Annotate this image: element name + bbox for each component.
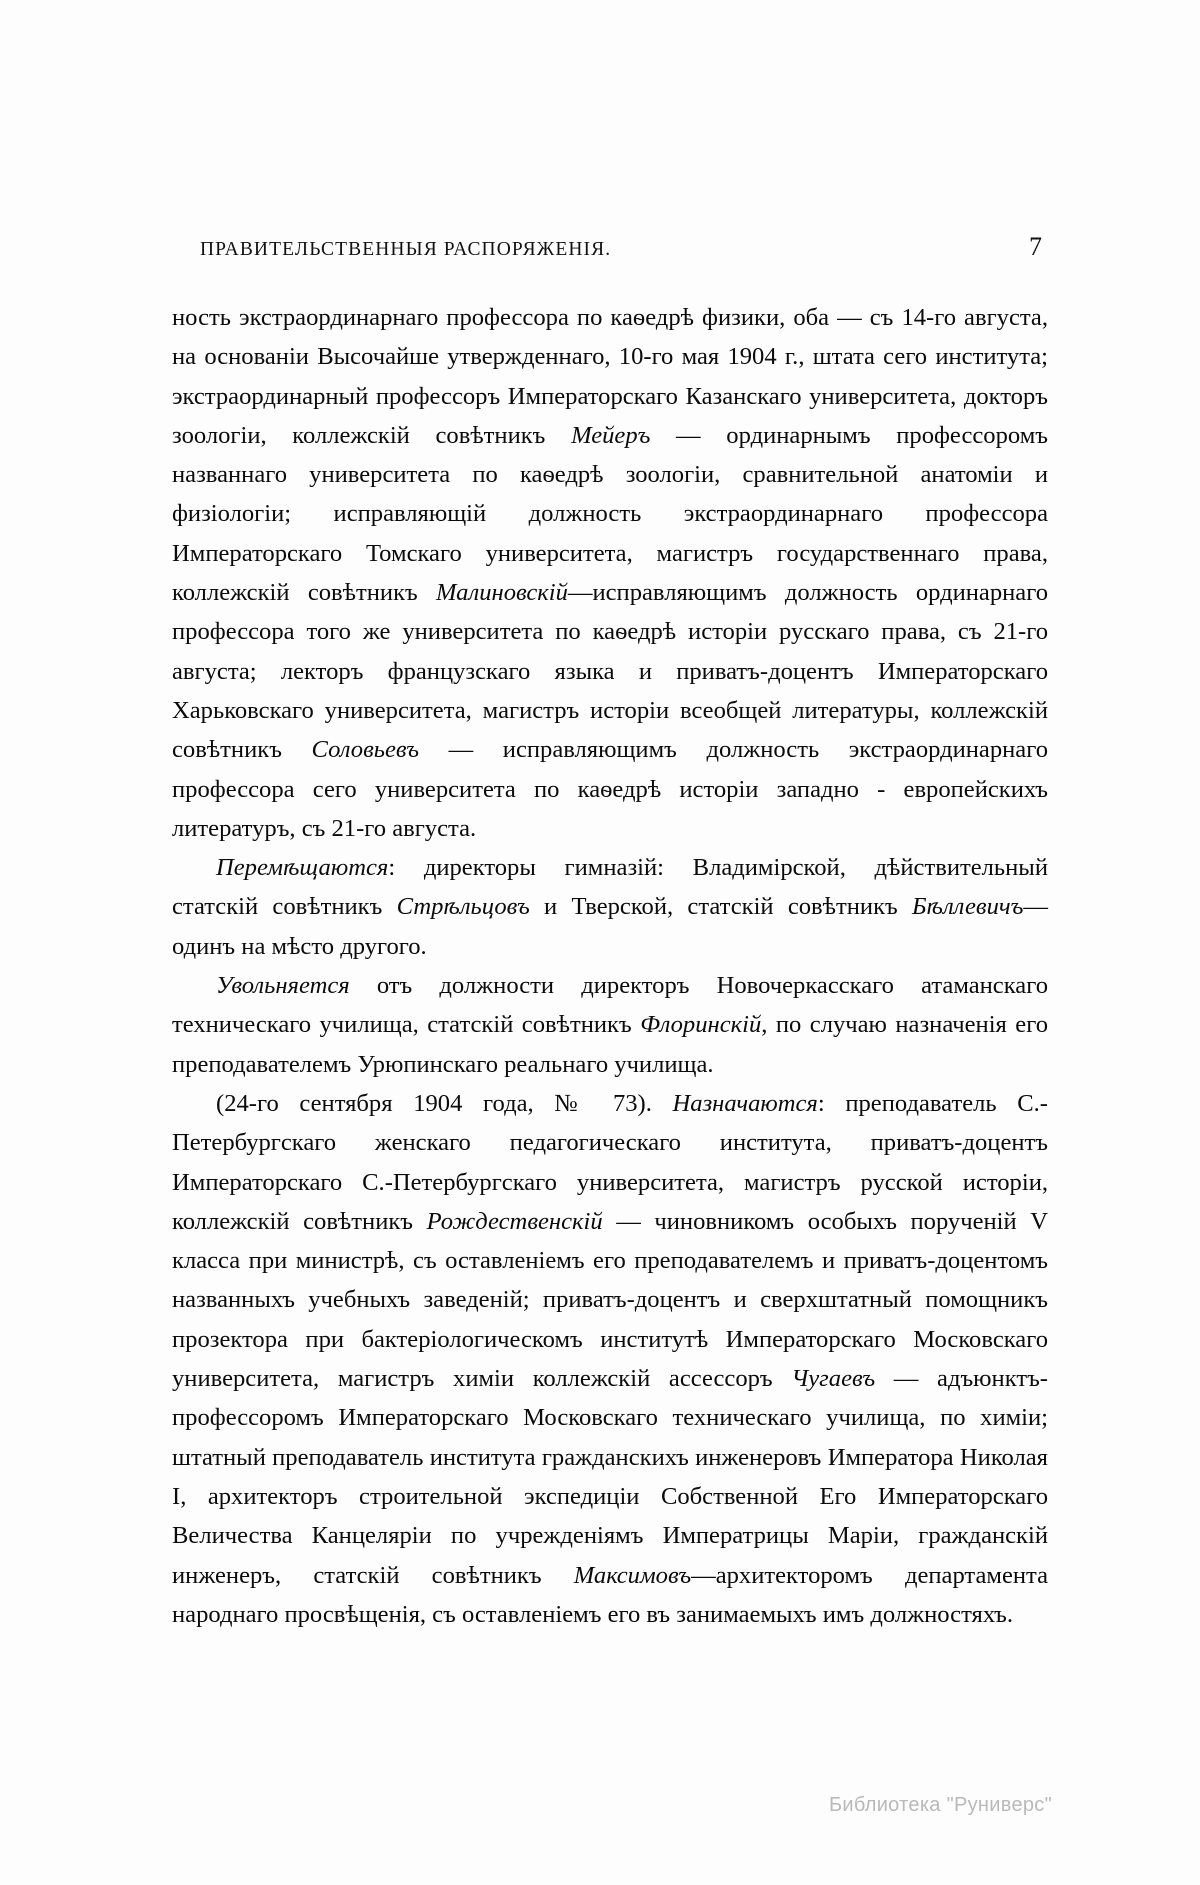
par4-lead: Назначаются — [672, 1089, 818, 1117]
par2-name-strelcov: Стрѣльцовъ — [396, 893, 530, 921]
par1-name-malinovsky: Малиновскій — [436, 579, 568, 607]
page-header — [172, 232, 1048, 262]
par2-text-b: и Тверской, статскій совѣтникъ — [529, 893, 913, 921]
par4-text-c: — чиновникомъ особыхъ порученій V класса при министрѣ, съ оставленіемъ его преподавателемъ и приватъ-доцентомъ названныхъ учебныхъ заведеній; приватъ-доцентъ и сверхштатный помощникъ прозектора при бактеріологическомъ институтѣ Императорскаго Московскаго университета, магистръ химіи коллежскій ассессоръ — [172, 1207, 1048, 1393]
par3-text-a: отъ должности директоръ Новочеркасскаго атаманскаго техническаго училища, статскій совѣтникъ — [172, 972, 1048, 1039]
par3-text-b: , по случаю назначенія его преподавателемъ Урюпинскаго реальнаго училища. — [172, 1011, 1048, 1078]
par4-name-chugaev: Чугаевъ — [791, 1365, 876, 1393]
par4-text-b: : преподаватель С.-Петербургскаго женскаго педагогическаго института, приватъ-доцентъ Императорскаго С.-Петербургскаго университета, магистръ русской исторіи, коллежскій совѣтникъ — [172, 1089, 1048, 1235]
par4-name-rozhdestvensky: Рождественскій — [426, 1207, 603, 1235]
par1-text-b: — ординарнымъ профессоромъ названнаго университета по каѳедрѣ зоологіи, сравнительной анатоміи и физіологіи; исправляющій должность экстраординарнаго профессора Императорскаго Томскаго университета, магистръ государственнаго права, коллежскій совѣтникъ — [172, 421, 1048, 607]
par2-text-c: —одинъ на мѣсто другого. — [172, 893, 1048, 960]
par3-name-florinsky: Флоринскій — [640, 1011, 762, 1039]
par4-text-d: — адъюнктъ-профессоромъ Императорскаго Московскаго техническаго училища, по химіи; штатный преподаватель института гражданскихъ инженеровъ Императора Николая I, архитекторъ строительной экспедиціи Собственной Его Императорскаго Величества Канцеляріи по учрежденіямъ Императрицы Маріи, гражданскій инженеръ, статскій совѣтникъ — [172, 1365, 1048, 1589]
par1-name-solovyev: Соловьевъ — [311, 736, 419, 764]
paragraph-3 — [172, 966, 1048, 1084]
library-watermark: Библиотека "Руниверс" — [828, 1794, 1052, 1816]
par2-name-bellevich: Бѣллевичъ — [912, 893, 1024, 921]
page-content — [172, 232, 1048, 1634]
par1-text-d: — исправляющимъ должность экстраординарнаго профессора сего университета по каѳедрѣ исторіи западно - европейскихъ литературъ, съ 21-го августа. — [172, 736, 1048, 842]
par4-name-maximov: Максимовъ — [573, 1561, 692, 1589]
par2-lead: Перемѣщаются — [216, 854, 389, 882]
running-head: ПРАВИТЕЛЬСТВЕННЫЯ РАСПОРЯЖЕНІЯ. — [200, 239, 612, 260]
par2-text-a: : директоры гимназій: Владимірской, дѣйствительный статскій совѣтникъ — [172, 854, 1048, 921]
par4-text-a: (24-го сентября 1904 года, № 73). — [216, 1089, 673, 1117]
par1-text-c: —исправляющимъ должность ординарнаго профессора того же университета по каѳедрѣ исторіи русскаго права, съ 21-го августа; лекторъ французскаго языка и приватъ-доцентъ Императорскаго Харьковскаго университета, магистръ исторіи всеобщей литературы, коллежскій совѣтникъ — [172, 579, 1048, 764]
paragraph-2 — [172, 848, 1048, 966]
par3-lead: Увольняется — [216, 972, 350, 1000]
page-number: 7 — [1029, 232, 1042, 261]
par4-text-e: —архитекторомъ департамента народнаго просвѣщенія, съ оставленіемъ его въ занимаемыхъ имъ должностяхъ. — [172, 1561, 1048, 1628]
paragraph-1 — [172, 298, 1048, 848]
paragraph-4 — [172, 1084, 1048, 1634]
par1-name-meyer: Мейеръ — [571, 421, 651, 449]
par1-text-a: ность экстраординарнаго профессора по каѳедрѣ физики, оба — съ 14-го августа, на основаніи Высочайше утвержденнаго, 10-го мая 1904 г., штата сего института; экстраординарный профессоръ Императорскаго Казанскаго университета, докторъ зоологіи, коллежскій совѣтникъ — [172, 304, 1048, 449]
